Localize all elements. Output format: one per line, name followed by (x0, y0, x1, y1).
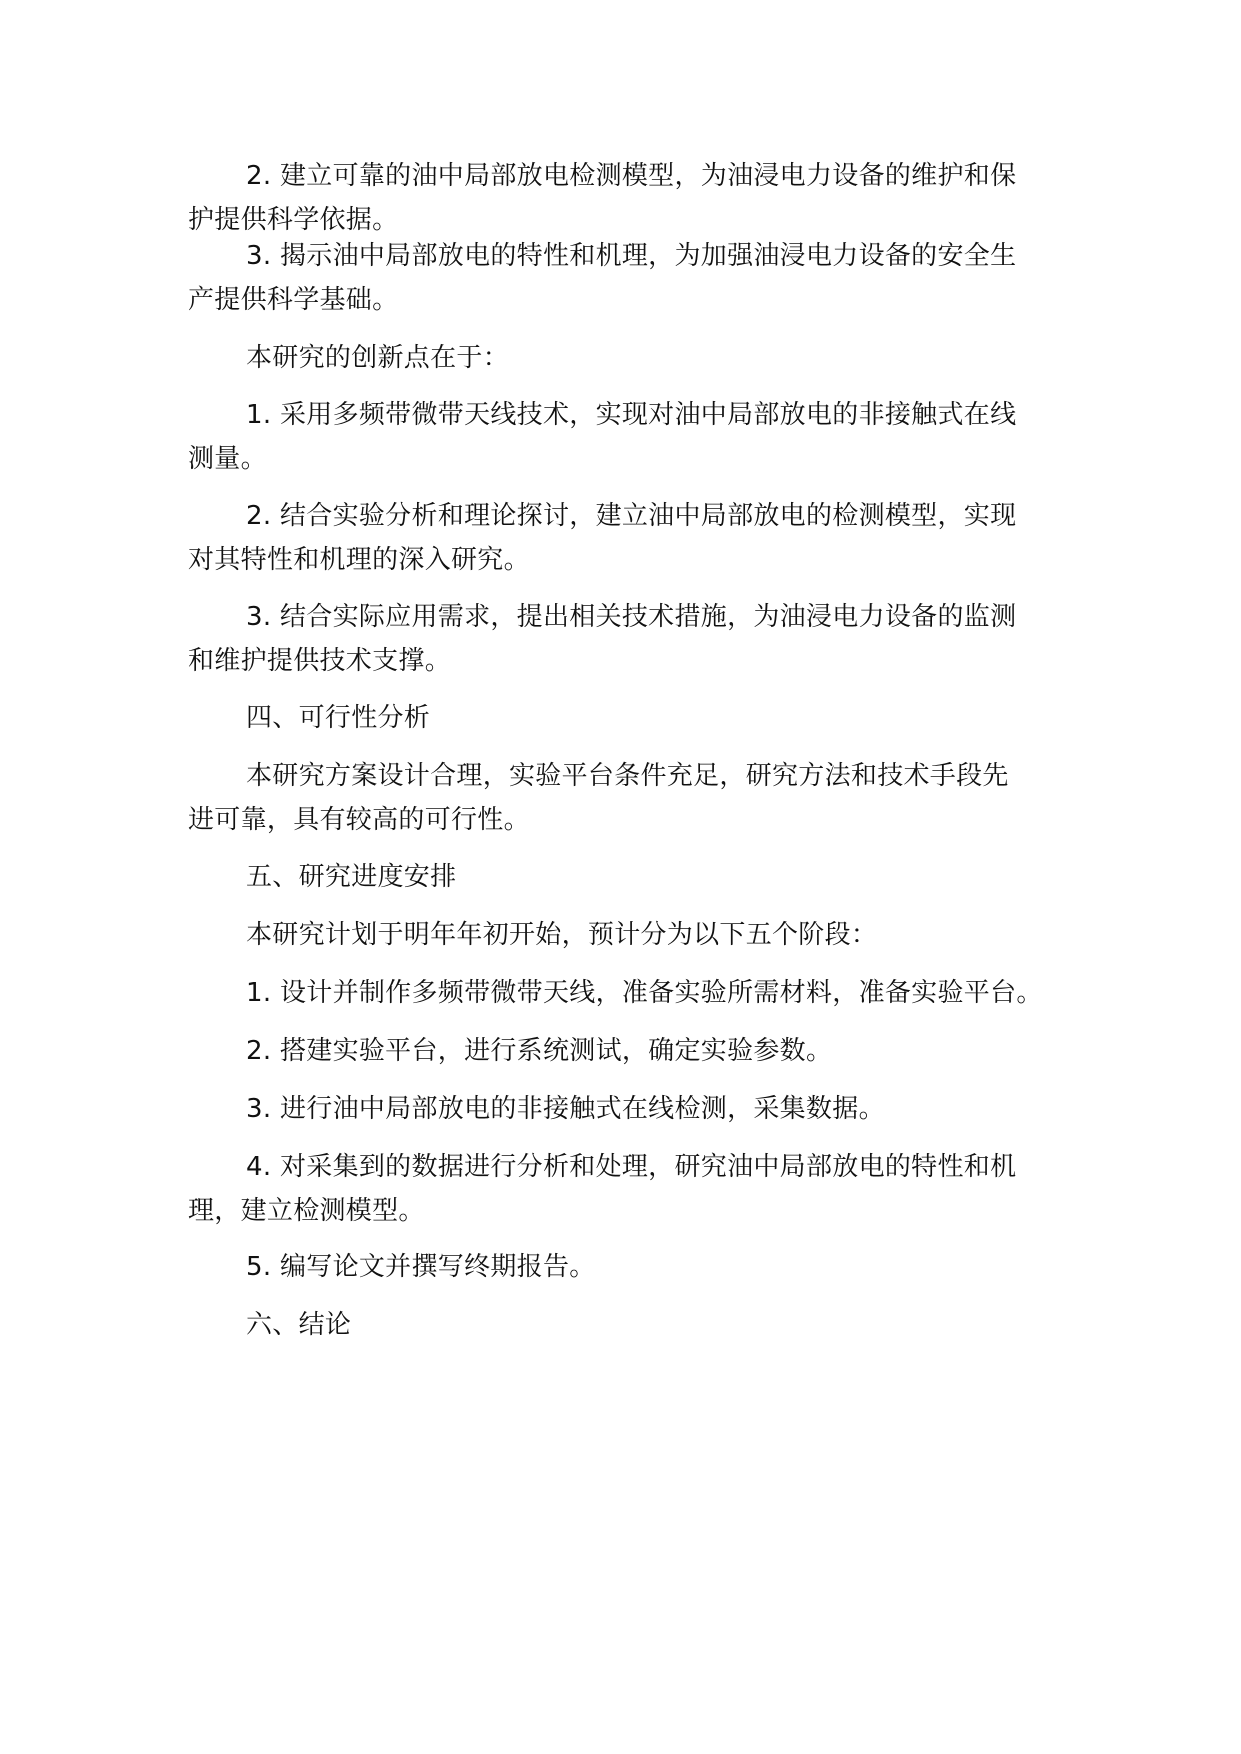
section-heading-conclusion (188, 1303, 1068, 1347)
paragraph-line: 进可靠，具有较高的可行性。 (188, 805, 530, 835)
section-heading: 五、研究进度安排 (246, 862, 457, 892)
list-item-goal-2 (188, 154, 1068, 242)
paragraph-line: 理，建立检测模型。 (188, 1196, 425, 1226)
paragraph-line: 3. 进行油中局部放电的非接触式在线检测，采集数据。 (246, 1094, 885, 1124)
list-item-stage-2 (188, 1029, 1068, 1073)
list-item-stage-5 (188, 1245, 1068, 1289)
paragraph-line: 4. 对采集到的数据进行分析和处理，研究油中局部放电的特性和机 (246, 1152, 1017, 1182)
paragraph-line: 2. 建立可靠的油中局部放电检测模型，为油浸电力设备的维护和保 (246, 161, 1017, 191)
paragraph-line: 2. 结合实验分析和理论探讨，建立油中局部放电的检测模型，实现 (246, 501, 1017, 531)
paragraph-line: 本研究计划于明年年初开始，预计分为以下五个阶段： (246, 920, 878, 950)
paragraph-line: 1. 设计并制作多频带微带天线，准备实验所需材料，准备实验平台。 (246, 978, 1043, 1008)
paragraph-line: 和维护提供技术支撑。 (188, 646, 452, 676)
paragraph-line: 本研究的创新点在于： (246, 343, 510, 373)
paragraph-line: 3. 结合实际应用需求，提出相关技术措施，为油浸电力设备的监测 (246, 602, 1017, 632)
paragraph-line: 5. 编写论文并撰写终期报告。 (246, 1252, 596, 1282)
section-heading-schedule (188, 855, 1068, 899)
list-item-innovation-1 (188, 393, 1068, 481)
section-heading: 四、可行性分析 (246, 703, 431, 733)
schedule-intro (188, 913, 1068, 957)
list-item-innovation-3 (188, 595, 1068, 683)
list-item-stage-4 (188, 1145, 1068, 1233)
paragraph-line: 2. 搭建实验平台，进行系统测试，确定实验参数。 (246, 1036, 833, 1066)
list-item-stage-1 (188, 971, 1068, 1015)
list-item-goal-3 (188, 234, 1068, 322)
paragraph-line: 产提供科学基础。 (188, 285, 399, 315)
section-heading: 六、结论 (246, 1310, 352, 1340)
list-item-stage-3 (188, 1087, 1068, 1131)
paragraph-line: 对其特性和机理的深入研究。 (188, 545, 530, 575)
section-heading-feasibility (188, 696, 1068, 740)
list-item-innovation-2 (188, 494, 1068, 582)
paragraph-line: 护提供科学依据。 (188, 205, 399, 235)
feasibility-paragraph (188, 754, 1068, 842)
paragraph-line: 3. 揭示油中局部放电的特性和机理，为加强油浸电力设备的安全生 (246, 241, 1017, 271)
paragraph-line: 本研究方案设计合理，实验平台条件充足，研究方法和技术手段先 (246, 761, 1009, 791)
innovation-intro (188, 336, 1068, 380)
paragraph-line: 1. 采用多频带微带天线技术，实现对油中局部放电的非接触式在线 (246, 400, 1017, 430)
paragraph-line: 测量。 (188, 444, 267, 474)
